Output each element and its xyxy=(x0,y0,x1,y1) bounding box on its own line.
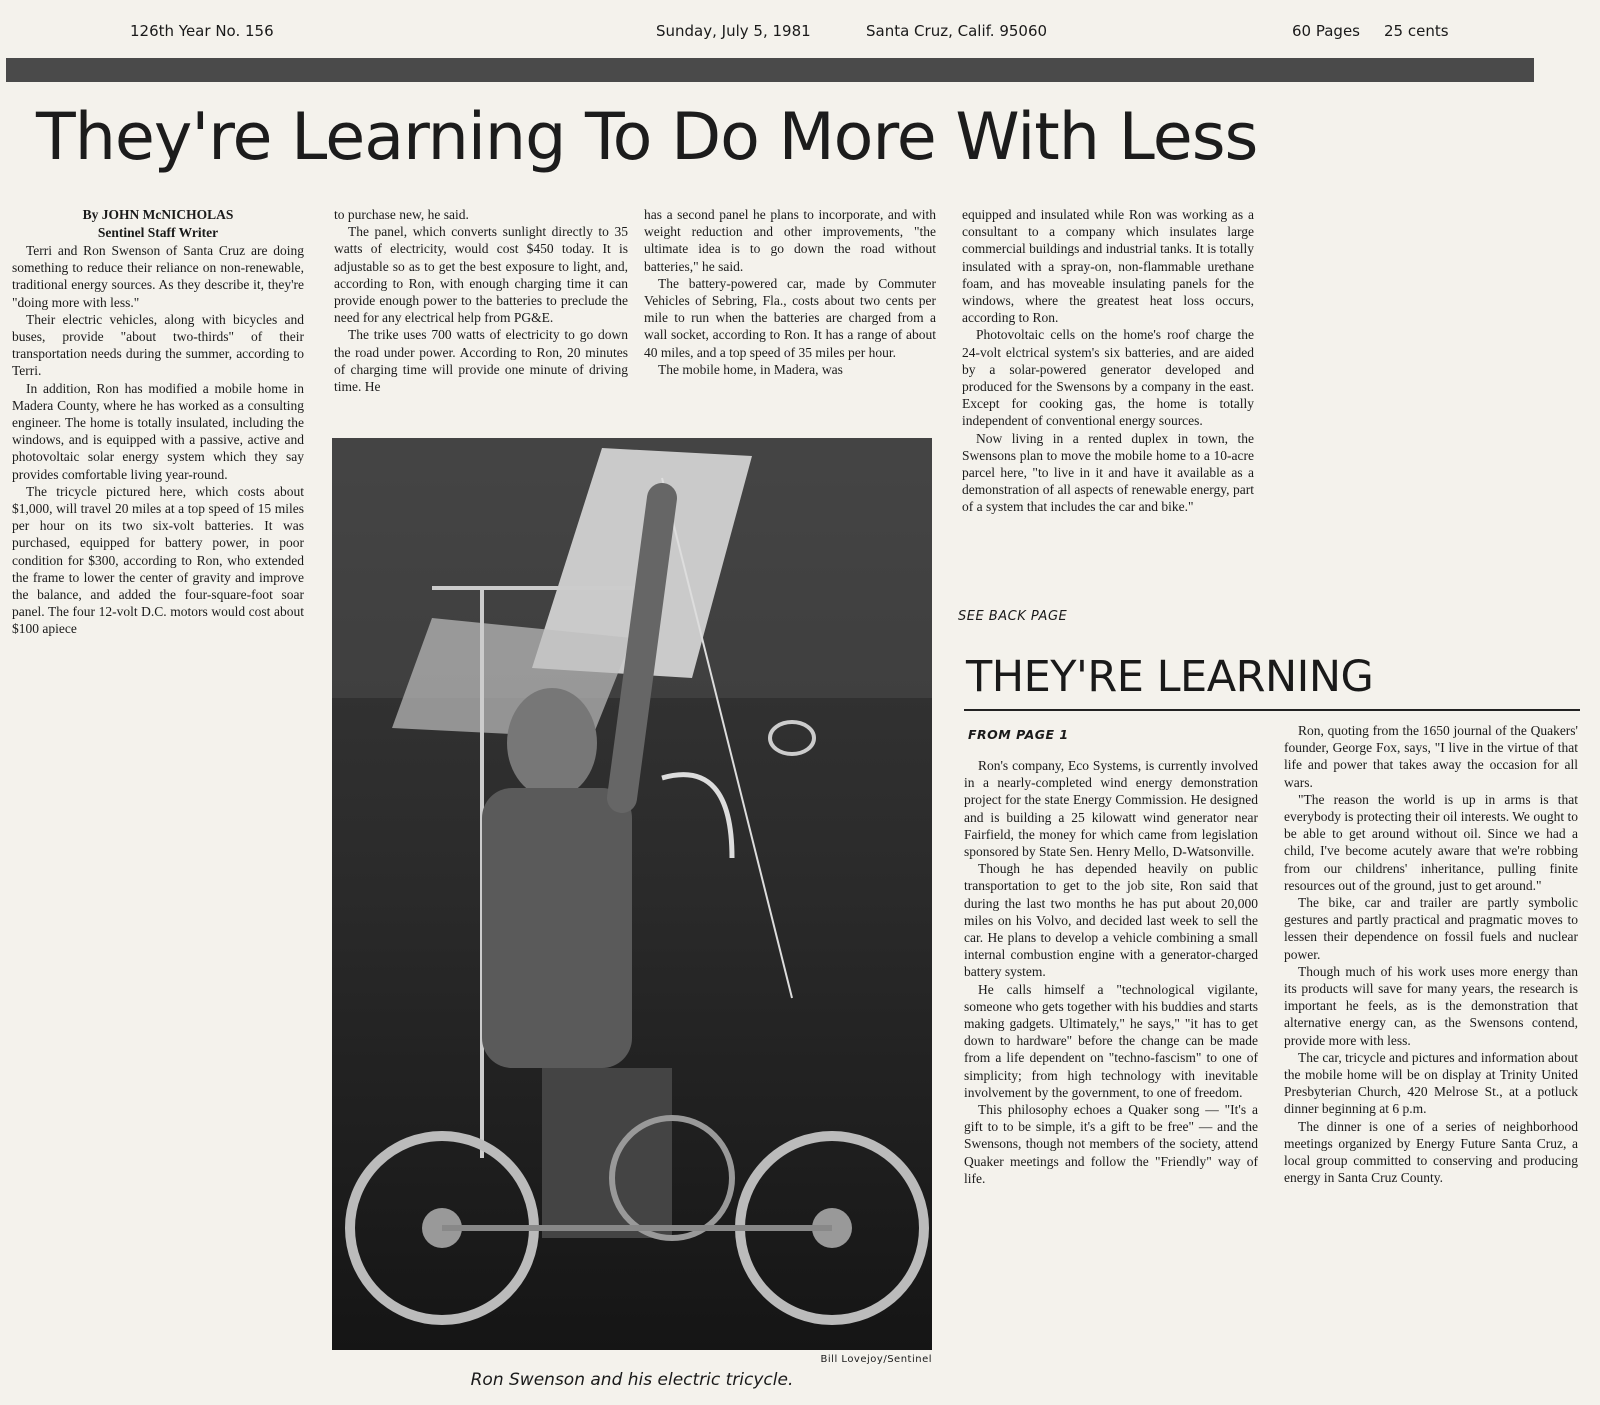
paragraph: The bike, car and trailer are partly symbolic gestures and partly practical and pragmatic moves to lessen their dependence on fossil fuels and nuclear power. xyxy=(1284,895,1578,962)
jump-rule xyxy=(964,709,1580,711)
paragraph: equipped and insulated while Ron was working as a consultant to a company which insulates large commercial buildings and industrial tanks. It is totally insulated with a spray-on, non-flammable urethane foam, and has moveable insulating panels for the windows, where the greatest heat loss occurs, according to Ron. xyxy=(962,207,1254,326)
from-page-label: FROM PAGE 1 xyxy=(968,727,1069,742)
see-back-page: SEE BACK PAGE xyxy=(958,609,1068,624)
paragraph: The battery-powered car, made by Commuter Vehicles of Sebring, Fla., costs about two cents per mile to run when the batteries are charged from a wall socket, according to Ron. It has a range of about 40 miles, and a top speed of 35 miles per hour. xyxy=(644,275,936,360)
article-column-1 xyxy=(12,206,304,638)
masthead xyxy=(0,18,1600,44)
paragraph: Though much of his work uses more energy than its products will save for many years, the research is important he feels, as is the demonstration that alternative energy can, as the Swensons contend, provide more with less. xyxy=(1284,963,1578,1048)
paragraph: The trike uses 700 watts of electricity to go down the road under power. According to Ron, 20 minutes of charging time will provide one minute of driving time. He xyxy=(334,327,628,395)
photo-credit: Bill Lovejoy/Sentinel xyxy=(820,1354,932,1365)
photo-caption: Ron Swenson and his electric tricycle. xyxy=(470,1370,794,1390)
issue-number: 126th Year No. 156 xyxy=(130,22,274,40)
headline: They're Learning To Do More With Less xyxy=(36,100,1258,175)
paragraph: to purchase new, he said. xyxy=(334,207,469,222)
paragraph: The panel, which converts sunlight directly to 35 watts of electricity, would cost $450 today. It is adjustable so as to get the best exposure to light, and, according to Ron, with enough charging time it can provide enough power to the batteries to preclude the need for any electrical help from PG&E. xyxy=(334,224,628,326)
paragraph: Though he has depended heavily on public transportation to get to the job site, Ron said that during the last two months he has put about 20,000 miles on his Volvo, and decided last week to sell the car. He plans to develop a vehicle combining a small internal combustion engine with a generator-charged battery system. xyxy=(964,861,1258,980)
paragraph: The car, tricycle and pictures and information about the mobile home will be on display at Trinity United Presbyterian Church, 420 Melrose St., at a potluck dinner beginning at 6 p.m. xyxy=(1284,1049,1578,1117)
paragraph: The mobile home, in Madera, was xyxy=(658,361,843,377)
paragraph: He calls himself a "technological vigilante, someone who gets together with his buddies and starts making gadgets. Ultimately," he says," "it has to get down to hardware" before the change can be made from a life dependent on "techno-fascism" to one of simplicity; from high technology with inevitable involvement by the government, to one of freedom. xyxy=(964,981,1258,1100)
article-column-2 xyxy=(334,206,628,395)
photo-electric-tricycle xyxy=(332,438,932,1350)
paragraph: "The reason the world is up in arms is that everybody is protecting their oil interests. We ought to be able to get around without oil. Since we had a child, I've become acutely aware that we're robbing from our childrens' inheritance, pulling finite resources out of the ground, just to get around." xyxy=(1284,791,1578,893)
paragraph: Now living in a rented duplex in town, the Swensons plan to move the mobile home to a 10-acre parcel here, "to live in it and have it available as a demonstration of all aspects of renewable energy, part of a system that includes the car and bike." xyxy=(962,430,1254,515)
paragraph: Ron's company, Eco Systems, is currently involved in a nearly-completed wind energy demonstration project for the state Energy Commission. He designed and is building a 25 kilowatt wind generator near Fairfield, the money for which came from legislation sponsored by State Sen. Henry Mello, D-Watsonville. xyxy=(964,758,1258,860)
article-column-4 xyxy=(962,206,1254,516)
jump-headline: THEY'RE LEARNING xyxy=(966,652,1374,702)
paragraph: The dinner is one of a series of neighborhood meetings organized by Energy Future Santa Cruz, a local group committed to conserving and producing energy in Santa Cruz County. xyxy=(1284,1118,1578,1186)
jump-column-2 xyxy=(1284,722,1578,1186)
paragraph: The tricycle pictured here, which costs about $1,000, will travel 20 miles at a top speed of 15 miles per hour on its two six-volt batteries. It was purchased, equipped for battery power, in poor condition for $300, according to Ron, who extended the frame to lower the center of gravity and improve the balance, and added the four-square-foot soar panel. The four 12-volt D.C. motors would cost about $100 apiece xyxy=(12,483,304,637)
paragraph: Photovoltaic cells on the home's roof charge the 24-volt elctrical system's six batteries, and are aided by a solar-powered generator developed and produced for the Swensons by a company in the east. Except for cooking gas, the home is totally independent of conventional energy sources. xyxy=(962,327,1254,429)
byline-role: Sentinel Staff Writer xyxy=(97,225,219,240)
paragraph: In addition, Ron has modified a mobile home in Madera County, where he has worked as a consulting engineer. The home is totally insulated, including the windows, and is equipped with a passive, active and photovoltaic solar energy system which they say provides comfortable living year-round. xyxy=(12,380,304,482)
masthead-rule xyxy=(6,58,1534,82)
issue-date: Sunday, July 5, 1981 xyxy=(656,22,811,40)
page-count: 60 Pages xyxy=(1292,22,1360,40)
paragraph: has a second panel he plans to incorporate, and with weight reduction and other improvements, "the ultimate idea is to go down the road without batteries," he said. xyxy=(644,207,936,274)
article-column-3 xyxy=(644,206,936,378)
price: 25 cents xyxy=(1384,22,1449,40)
paragraph: Terri and Ron Swenson of Santa Cruz are doing something to reduce their reliance on non-renewable, traditional energy sources. As they describe it, they're "doing more with less." xyxy=(12,243,304,310)
paragraph: This philosophy echoes a Quaker song — "It's a gift to to be simple, it's a gift to be free" — and the Swensons, though not members of the society, attend Quaker meetings and follow the "Friendly" way of life. xyxy=(964,1102,1258,1186)
paragraph: Ron, quoting from the 1650 journal of the Quakers' founder, George Fox, says, "I live in the virtue of that life and power that takes away the occasion for all wars. xyxy=(1284,723,1578,790)
jump-column-1 xyxy=(964,757,1258,1187)
issue-place: Santa Cruz, Calif. 95060 xyxy=(866,22,1048,40)
paragraph: Their electric vehicles, along with bicycles and buses, provide "about two-thirds" of their transportation needs during the summer, according to Terri. xyxy=(12,311,304,379)
byline-author: By JOHN McNICHOLAS xyxy=(82,207,234,222)
